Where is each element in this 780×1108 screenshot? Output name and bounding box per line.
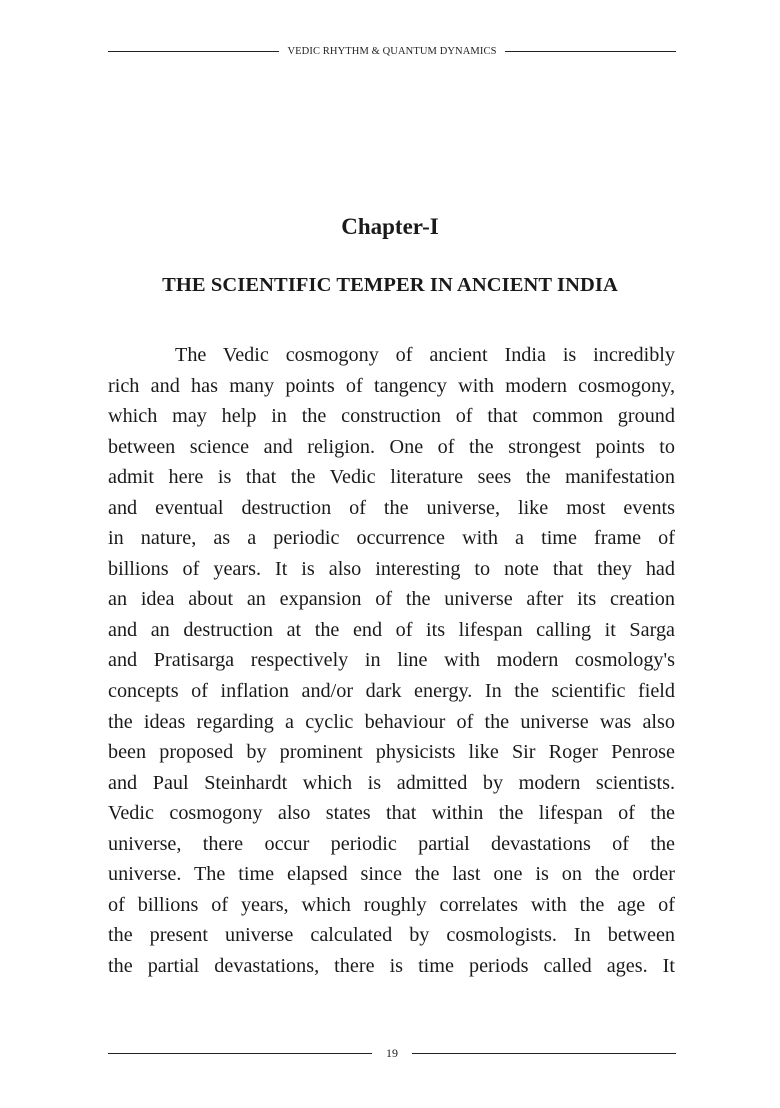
- text-line: of billions of years, which roughly correlates with the age of: [108, 893, 675, 916]
- chapter-title: THE SCIENTIFIC TEMPER IN ANCIENT INDIA: [162, 274, 618, 296]
- text-line: an idea about an expansion of the universe after its creation: [108, 588, 675, 611]
- text-line: billions of years. It is also interesting to note that they had: [108, 557, 675, 580]
- text-line: between science and religion. One of the strongest points to: [108, 435, 675, 458]
- footer-rule-left: [108, 1053, 372, 1054]
- running-footer: [108, 1046, 676, 1061]
- text-line: concepts of inflation and/or dark energy. In the scientific field: [108, 680, 675, 703]
- running-title: VEDIC RHYTHM & QUANTUM DYNAMICS: [287, 46, 497, 57]
- header-rule-left: [108, 51, 279, 52]
- text-line: which may help in the construction of that common ground: [108, 405, 675, 428]
- footer-rule-right: [412, 1053, 676, 1054]
- text-line: Vedic cosmogony also states that within the lifespan of the: [108, 802, 675, 825]
- text-line: and Pratisarga respectively in line with modern cosmology's: [108, 649, 675, 672]
- text-line: in nature, as a periodic occurrence with a time frame of: [108, 527, 675, 550]
- text-line: the partial devastations, there is time periods called ages. It: [108, 954, 675, 977]
- text-line: and Paul Steinhardt which is admitted by modern scientists.: [108, 771, 675, 794]
- text-line: and an destruction at the end of its lifespan calling it Sarga: [108, 618, 675, 641]
- header-rule-right: [505, 51, 676, 52]
- running-header: [108, 46, 676, 57]
- chapter-label: Chapter-I: [341, 214, 439, 239]
- text-line: the ideas regarding a cyclic behaviour of the universe was also: [108, 710, 675, 733]
- text-line: universe. The time elapsed since the last one is on the order: [108, 863, 675, 886]
- text-line: and eventual destruction of the universe, like most events: [108, 496, 675, 519]
- text-line: been proposed by prominent physicists like Sir Roger Penrose: [108, 741, 675, 764]
- text-line: the present universe calculated by cosmologists. In between: [108, 924, 675, 947]
- page-number: 19: [386, 1046, 398, 1060]
- text-line: admit here is that the Vedic literature sees the manifestation: [108, 466, 675, 489]
- body-paragraph: [108, 340, 675, 981]
- text-line: The Vedic cosmogony of ancient India is incredibly: [175, 344, 675, 366]
- text-line: universe, there occur periodic partial devastations of the: [108, 832, 675, 855]
- text-line: rich and has many points of tangency with modern cosmogony,: [108, 374, 675, 397]
